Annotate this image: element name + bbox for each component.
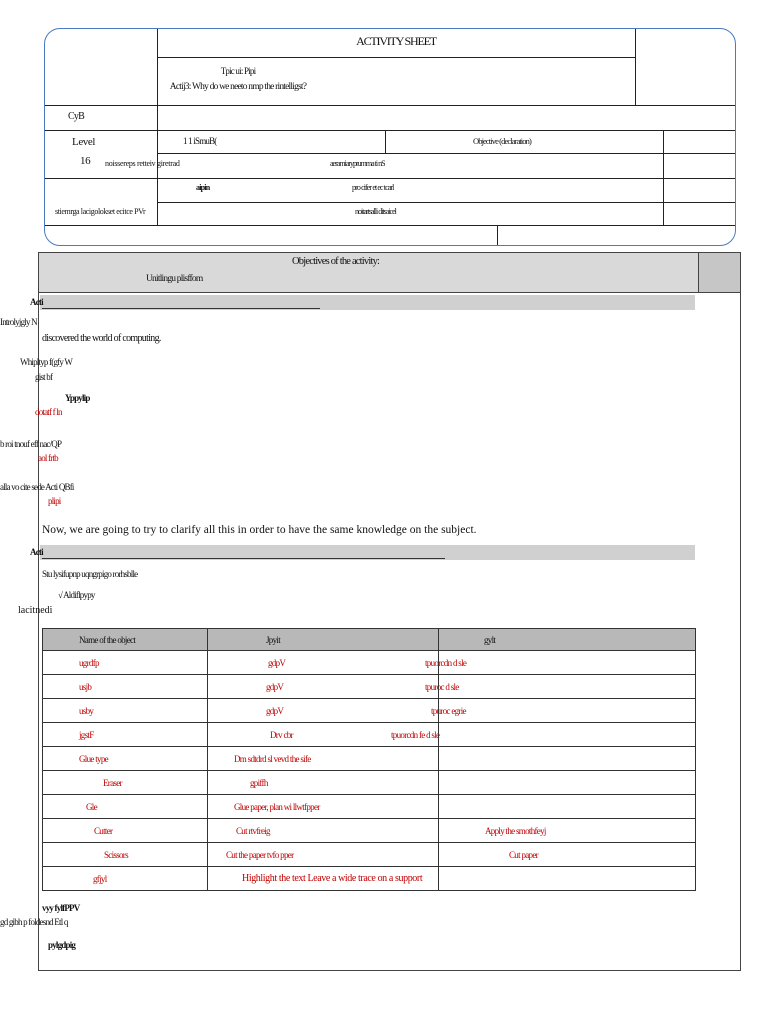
bold-line: Yppylip (65, 393, 90, 403)
answer-line: dotatf f ln (35, 407, 62, 417)
object-name-cell: Eraser (43, 771, 208, 795)
object-purpose-cell: Cut rtvfreig (208, 819, 439, 843)
table-row (43, 867, 696, 891)
row5-left-text: noissereps retteiv giretrad (105, 159, 180, 168)
objectives-header-side-cell (698, 253, 740, 293)
object-name-cell: Cutter (43, 819, 208, 843)
text-line: discovered the world of computing. (42, 333, 161, 344)
object-function-cell: Cut paper (439, 843, 696, 867)
object-purpose-cell: gdpV (208, 675, 439, 699)
divider (45, 130, 735, 131)
object-purpose-cell: Glue paper, plan wi llwtfpper (208, 795, 439, 819)
object-name-cell: jgstF (43, 723, 208, 747)
answer-line: aol frtb (38, 453, 58, 463)
object-name-cell: usby (43, 699, 208, 723)
object-function-cell (439, 747, 696, 771)
checklist-line: √ Aldiflpypy (58, 590, 95, 600)
row7-right-text: noitartsalli ditsaicel (355, 207, 396, 216)
cycle-label: CyB (68, 111, 84, 122)
object-name-cell: Gle (43, 795, 208, 819)
column-header: gylt (439, 629, 696, 651)
object-purpose-cell: Dm sdtdrd sl vevd the sife (208, 747, 439, 771)
section1-title: Acti (30, 297, 43, 307)
row6-left-text: aipin (196, 183, 210, 192)
answer-line: plipi (48, 496, 61, 506)
row4-mid-text: 1 1 iSmuB( (183, 136, 217, 146)
column-header: Name of the object (43, 629, 208, 651)
object-name-cell: gfjyl (43, 867, 208, 891)
object-purpose-cell: gdpV (208, 651, 439, 675)
row6-right-text: pro cifer et ec tcarl (352, 183, 394, 192)
footer-line: gd gibh p foldesnd Etl q (0, 917, 68, 927)
object-function-cell: Apply the smothfeyj (439, 819, 696, 843)
table-row (43, 819, 696, 843)
table-row (43, 723, 696, 747)
row7-left-text: stiemrga lacigolokset ecitce PVr (55, 207, 146, 216)
divider (157, 202, 735, 203)
question-line: alla vo cite sede Acti QBfi (0, 482, 74, 492)
object-purpose-cell: Drv cbr (208, 723, 439, 747)
divider (45, 178, 735, 179)
divider (385, 130, 386, 153)
objectives-label: Objectives of the activity: (292, 256, 380, 267)
object-name-cell: usjb (43, 675, 208, 699)
table-row (43, 747, 696, 771)
divider (663, 130, 664, 225)
object-function-cell: tpuroc egrie (439, 699, 696, 723)
objective-declaration-label: Objective (declaration) (473, 136, 531, 146)
object-function-cell: tpuroc d sle (439, 675, 696, 699)
text-line: lacitnedi (18, 605, 53, 616)
level-label: Level (72, 136, 96, 148)
table-row (43, 771, 696, 795)
object-name-cell: Scissors (43, 843, 208, 867)
divider (157, 57, 635, 58)
section1-underline (42, 308, 320, 309)
question-line: Whipltyp f(gfy W (20, 357, 73, 367)
object-purpose-cell: Cut the paper tvfo pper (208, 843, 439, 867)
level-value: 16 (80, 155, 91, 167)
object-function-cell: tpuorcdn d sle (439, 651, 696, 675)
objectives-subtitle: Unitlingu plisffom (146, 274, 203, 284)
activity-title: Actij3: Why do we neeto nmp the rintelligst? (169, 82, 307, 92)
object-function-cell (439, 771, 696, 795)
objects-table (42, 628, 696, 891)
question-line: b roi tnouf eff nac/QP (0, 439, 62, 449)
object-name-cell: ugrdfp (43, 651, 208, 675)
closing-line: Now, we are going to try to clarify all this in order to have the same knowledge on the subject. (42, 524, 477, 536)
table-row (43, 699, 696, 723)
section2-underline (42, 558, 445, 559)
divider (45, 105, 735, 106)
object-function-cell: tpuorcdn fe d sle (439, 723, 696, 747)
table-row (43, 651, 696, 675)
text-line: gist bf (35, 372, 53, 382)
column-header: Jpyit (208, 629, 439, 651)
object-purpose-cell: gpiffh (208, 771, 439, 795)
divider (157, 29, 158, 225)
topic-line: Tpic ui: Pipi (220, 66, 256, 76)
divider (635, 29, 636, 105)
divider (45, 225, 735, 226)
table-row (43, 843, 696, 867)
intro-line: Introlyjgly N (0, 317, 37, 327)
instruction-line: Stu lysifupnp uqngrpigo rorhsblle (42, 569, 138, 579)
footer-line: pylgdpig (48, 940, 76, 950)
section2-title: Acti (30, 547, 43, 557)
row5-right-text: aeramiaryprumma ti nS (330, 159, 385, 168)
table-header-row (43, 629, 696, 651)
object-name-cell: Glue type (43, 747, 208, 771)
object-function-cell (439, 795, 696, 819)
object-purpose-cell: gdpV (208, 699, 439, 723)
table-row (43, 675, 696, 699)
footer-line: vyy fylfPPV (42, 903, 80, 913)
object-function-cell (439, 867, 696, 891)
object-purpose-cell: Highlight the text Leave a wide trace on a support (208, 867, 439, 891)
table-row (43, 795, 696, 819)
divider (497, 225, 498, 245)
divider (157, 153, 735, 154)
sheet-title: ACTIVITY SHEET (356, 34, 436, 48)
